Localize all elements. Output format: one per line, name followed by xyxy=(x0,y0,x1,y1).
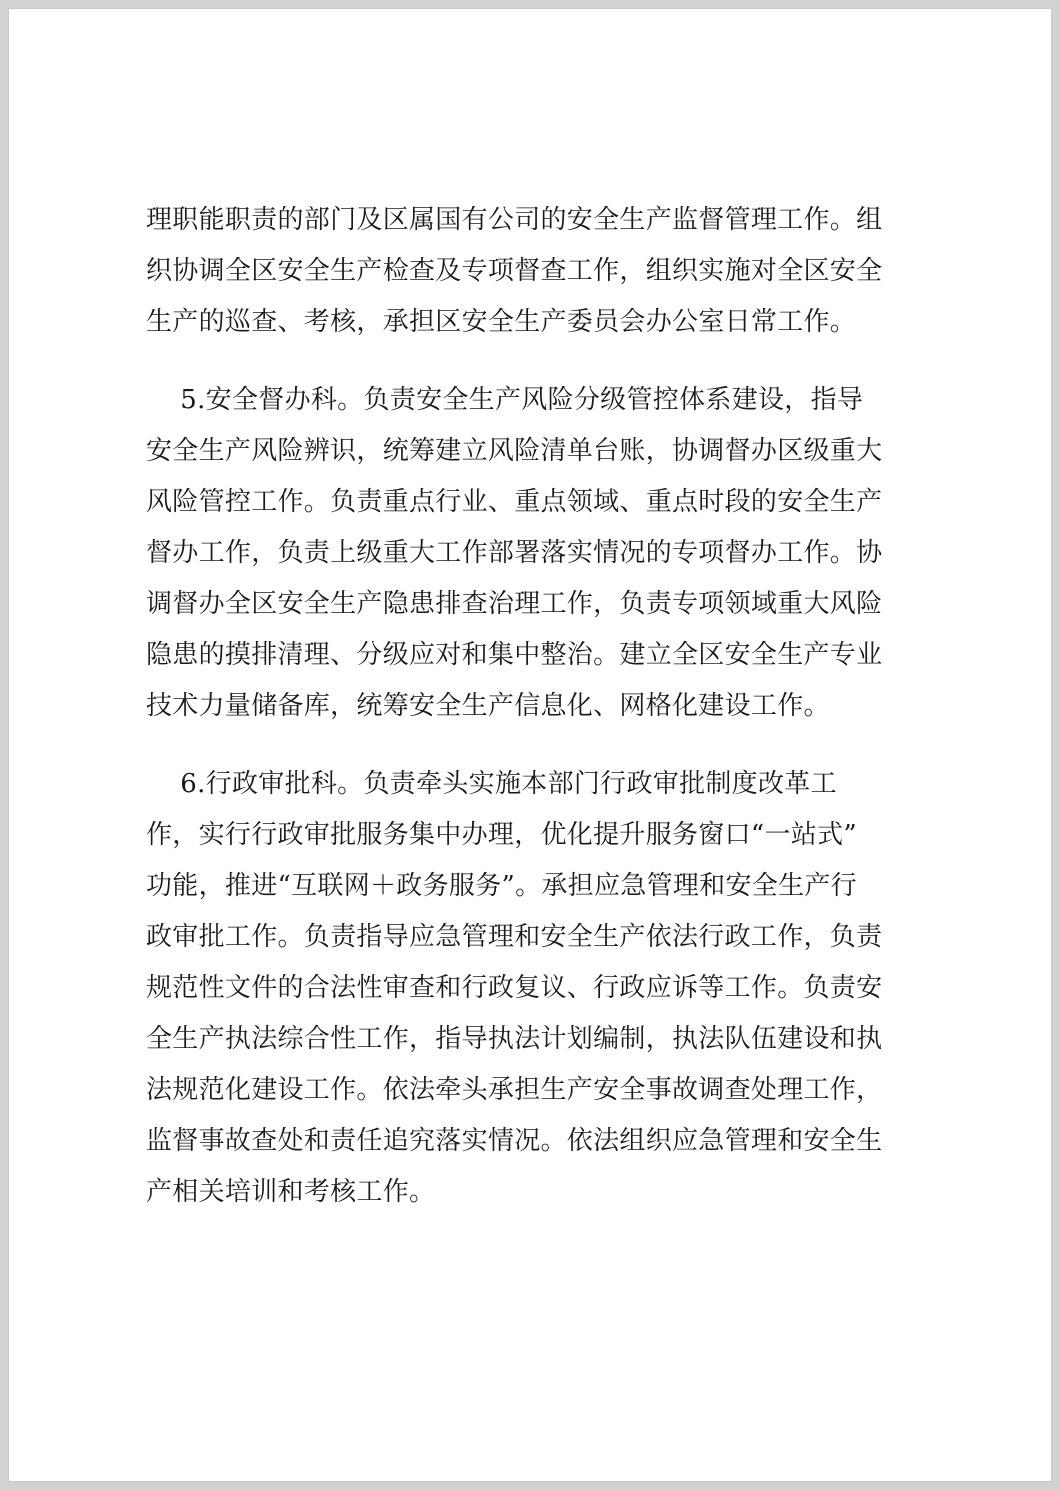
text-line: 调督办全区安全生产隐患排查治理工作，负责专项领域重大风险 xyxy=(146,589,883,619)
text-line: 技术力量储备库，统筹安全生产信息化、网格化建设工作。 xyxy=(146,691,830,721)
text-line: 生产的巡查、考核，承担区安全生产委员会办公室日常工作。 xyxy=(146,307,857,337)
text-line: 作，实行行政审批服务集中办理，优化提升服务窗口“一站式” xyxy=(146,820,857,850)
text-line: 风险管控工作。负责重点行业、重点领域、重点时段的安全生产 xyxy=(146,487,883,517)
text-line: 隐患的摸排清理、分级应对和集中整治。建立全区安全生产专业 xyxy=(146,640,883,670)
text-line: 功能，推进“互联网＋政务服务”。承担应急管理和安全生产行 xyxy=(146,871,857,901)
text-line: 织协调全区安全生产检查及专项督查工作，组织实施对全区安全 xyxy=(146,256,883,286)
text-line: 产相关培训和考核工作。 xyxy=(146,1177,436,1207)
document-page xyxy=(9,9,1051,1481)
text-line: 理职能职责的部门及区属国有公司的安全生产监督管理工作。组 xyxy=(146,205,883,235)
text-line: 5.安全督办科。负责安全生产风险分级管控体系建设，指导 xyxy=(146,385,864,415)
paragraph-spacer xyxy=(146,732,921,759)
paragraph-3 xyxy=(146,759,921,1218)
paragraph-2 xyxy=(146,375,921,732)
text-line: 规范性文件的合法性审查和行政复议、行政应诉等工作。负责安 xyxy=(146,973,883,1003)
text-line: 法规范化建设工作。依法牵头承担生产安全事故调查处理工作， xyxy=(146,1075,883,1105)
text-line: 6.行政审批科。负责牵头实施本部门行政审批制度改革工 xyxy=(146,769,837,799)
text-line: 监督事故查处和责任追究落实情况。依法组织应急管理和安全生 xyxy=(146,1126,883,1156)
text-line: 安全生产风险辨识，统筹建立风险清单台账，协调督办区级重大 xyxy=(146,436,883,466)
text-line: 督办工作，负责上级重大工作部署落实情况的专项督办工作。协 xyxy=(146,538,883,568)
paragraph-1 xyxy=(146,195,921,348)
text-line: 全生产执法综合性工作，指导执法计划编制，执法队伍建设和执 xyxy=(146,1024,883,1054)
paragraph-spacer xyxy=(146,348,921,375)
document-body xyxy=(146,195,921,1218)
text-line: 政审批工作。负责指导应急管理和安全生产依法行政工作，负责 xyxy=(146,922,883,952)
